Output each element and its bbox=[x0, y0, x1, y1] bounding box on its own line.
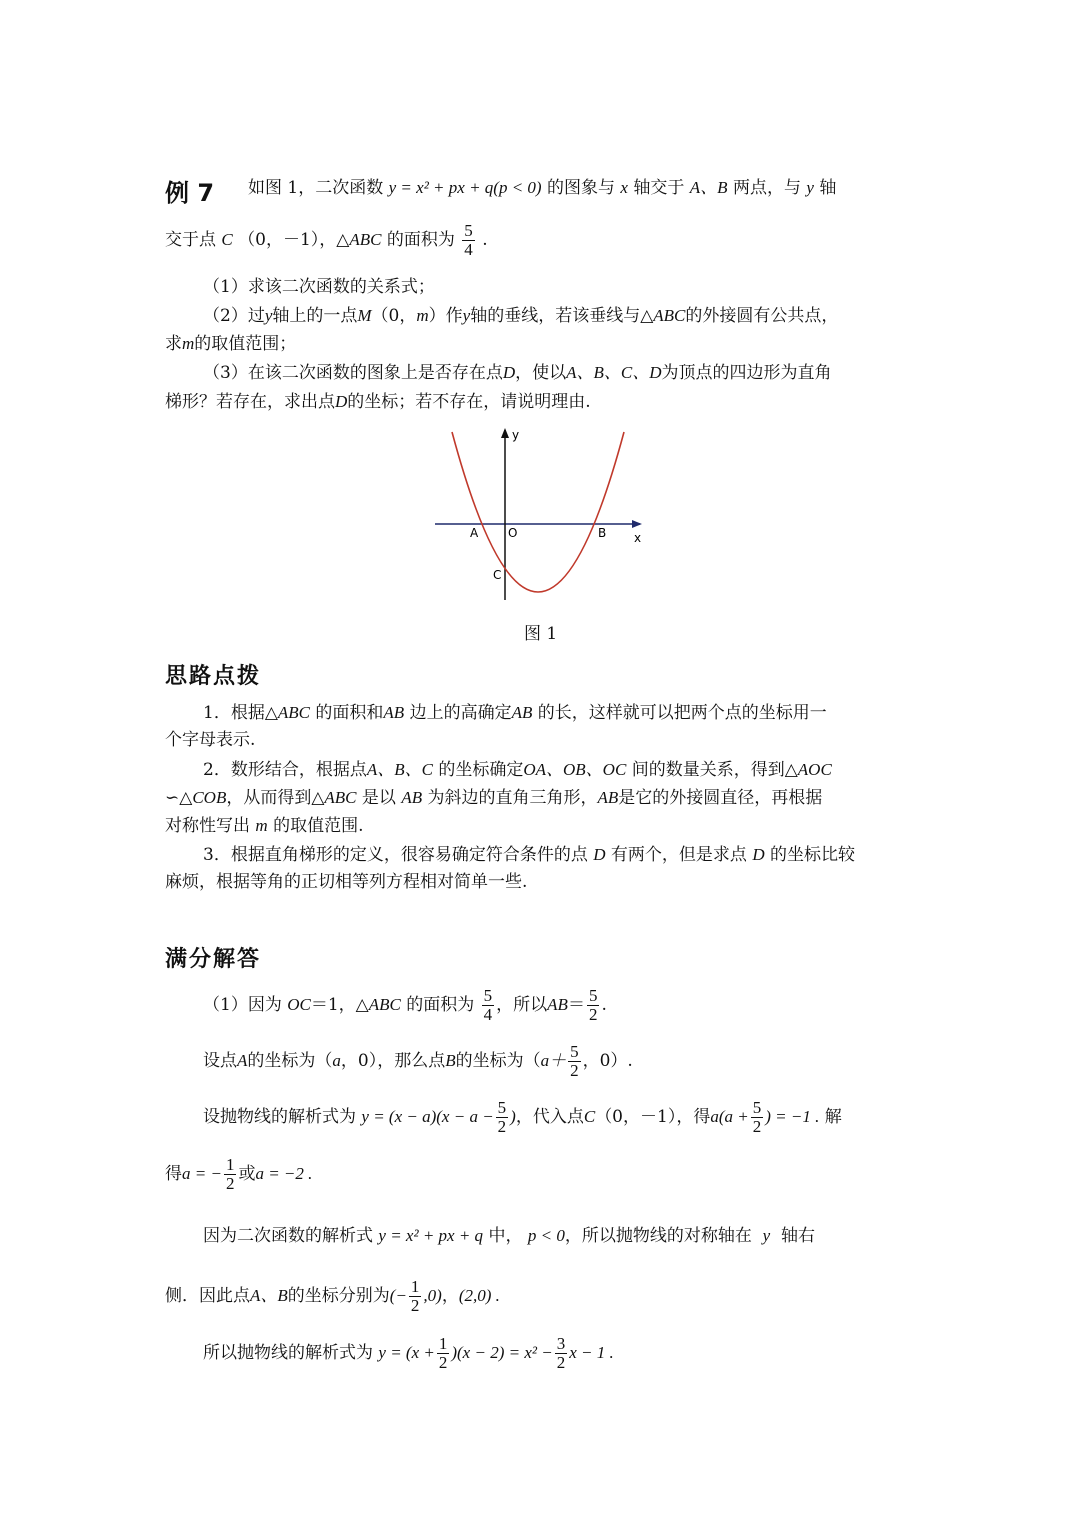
solution-line-7 bbox=[203, 1335, 614, 1372]
parabola-curve bbox=[452, 432, 624, 592]
text: 的坐标分别为 bbox=[287, 1285, 390, 1306]
math: m bbox=[255, 816, 268, 835]
fraction: $\frac{3}{2}$ bbox=[556, 1334, 566, 1372]
text: ，代入点 bbox=[515, 1106, 584, 1127]
math: AB bbox=[597, 788, 619, 807]
math: (2,0) . bbox=[458, 1285, 500, 1305]
label-B: B bbox=[598, 526, 607, 540]
label-x: x bbox=[634, 531, 642, 545]
math: COB bbox=[192, 788, 227, 807]
text: 是以 bbox=[361, 788, 396, 808]
text: 的坐标比较 bbox=[770, 845, 856, 865]
text: 间的数量关系，得到△ bbox=[631, 760, 798, 780]
text: （1）因为 bbox=[203, 994, 282, 1015]
text: . bbox=[601, 994, 607, 1015]
question-3-line-2 bbox=[165, 393, 591, 411]
text: 有两个，但是求点 bbox=[610, 845, 747, 865]
text: ， bbox=[441, 1285, 459, 1306]
math: ,0) bbox=[423, 1285, 442, 1305]
text: 的长，这样就可以把两个点的坐标用一 bbox=[537, 703, 827, 723]
text: ，0），那么点 bbox=[340, 1050, 446, 1071]
text: 的取值范围. bbox=[273, 816, 364, 836]
question-2-line-2 bbox=[165, 335, 296, 353]
fraction: $\frac{5}{2}$ bbox=[570, 1042, 579, 1080]
text: ∽△ bbox=[165, 788, 193, 808]
fraction: $\frac{5}{2}$ bbox=[497, 1098, 507, 1136]
text: 的面积为 bbox=[386, 229, 455, 250]
math: )(x − 2) = x² − bbox=[451, 1342, 553, 1362]
math: y bbox=[762, 1226, 771, 1245]
text: 的面积和 bbox=[315, 703, 384, 723]
text: 轴 bbox=[819, 178, 837, 198]
text: 解 bbox=[824, 1106, 842, 1127]
question-1: （1）求该二次函数的关系式； bbox=[203, 277, 435, 297]
math: D bbox=[593, 845, 606, 864]
text: 侧．因此点 bbox=[165, 1285, 250, 1306]
math: A、B bbox=[250, 1285, 288, 1305]
solution-line-2 bbox=[203, 1043, 633, 1080]
text: ，使以 bbox=[515, 363, 567, 383]
fraction: $\frac{5}{4}$ bbox=[464, 221, 473, 259]
text: 的坐标确定 bbox=[438, 760, 524, 780]
text: 或 bbox=[238, 1163, 256, 1184]
math: D bbox=[752, 845, 765, 864]
text: 轴交于 bbox=[633, 178, 685, 198]
text: ）作 bbox=[428, 306, 463, 326]
fraction: $\frac{1}{2}$ bbox=[225, 1155, 235, 1193]
text: 的坐标为（ bbox=[247, 1050, 333, 1071]
math: (− bbox=[389, 1285, 407, 1305]
problem-line-2 bbox=[165, 222, 488, 259]
math: A bbox=[237, 1050, 248, 1070]
text: 中， bbox=[488, 1226, 523, 1246]
text: ，从而得到△ bbox=[226, 788, 325, 808]
math: p < 0 bbox=[527, 1226, 565, 1245]
math: y bbox=[806, 178, 814, 197]
text: ，所以 bbox=[496, 994, 548, 1015]
math: a(a + bbox=[710, 1106, 749, 1126]
figure-caption: 图 1 bbox=[524, 624, 558, 644]
text: 轴上的一点 bbox=[272, 306, 358, 326]
solution-line-6 bbox=[165, 1278, 500, 1315]
hint-2 bbox=[203, 761, 832, 779]
math: a＋ bbox=[540, 1050, 567, 1070]
text: ，所以抛物线的对称轴在 bbox=[564, 1226, 752, 1246]
math: y = x² + px + q bbox=[378, 1226, 484, 1245]
math: y = x² + px + q bbox=[388, 178, 494, 197]
text: 梯形？若存在，求出点 bbox=[165, 392, 335, 412]
text: （0， bbox=[371, 306, 417, 326]
math: M bbox=[357, 306, 372, 325]
solution-heading: 满分解答 bbox=[165, 947, 262, 972]
fraction: $\frac{1}{2}$ bbox=[410, 1277, 420, 1315]
text: ＝1，△ bbox=[310, 994, 369, 1015]
text: 边上的高确定 bbox=[409, 703, 512, 723]
fraction: $\frac{5}{4}$ bbox=[483, 986, 493, 1024]
math: AOC bbox=[797, 760, 832, 779]
text: （0，－1），得 bbox=[595, 1106, 711, 1127]
text: 设抛物线的解析式为 bbox=[203, 1106, 356, 1127]
math: a = −2 . bbox=[255, 1163, 313, 1183]
math: D bbox=[335, 392, 348, 411]
text: 如图 1，二次函数 bbox=[248, 178, 384, 198]
math: B bbox=[445, 1050, 456, 1070]
math: AB bbox=[383, 703, 405, 722]
solution-line-3 bbox=[203, 1099, 842, 1136]
math: x bbox=[620, 178, 628, 197]
text: 设点 bbox=[203, 1050, 237, 1071]
math: y bbox=[264, 306, 273, 325]
parabola-figure bbox=[430, 422, 660, 607]
text: 轴右 bbox=[781, 1226, 816, 1246]
hint-1-line-2: 个字母表示. bbox=[165, 730, 256, 750]
text: 两点，与 bbox=[732, 178, 801, 198]
math: ) bbox=[510, 1106, 516, 1126]
question-3 bbox=[203, 364, 832, 382]
math: AB bbox=[401, 788, 423, 807]
math: ABC bbox=[349, 229, 382, 249]
hints-heading: 思路点拨 bbox=[165, 664, 262, 689]
text: 得 bbox=[165, 1163, 182, 1184]
fraction: $\frac{5}{2}$ bbox=[752, 1098, 762, 1136]
text: 3．根据直角梯形的定义，很容易确定符合条件的点 bbox=[203, 845, 588, 865]
label-A: A bbox=[470, 526, 479, 540]
math: OC bbox=[287, 994, 311, 1014]
math: A、B bbox=[689, 178, 728, 197]
text: （0，－1），△ bbox=[238, 229, 350, 250]
math: y bbox=[462, 306, 471, 325]
math: A、B、C、D bbox=[566, 363, 662, 382]
problem-line-1 bbox=[248, 179, 836, 197]
y-axis-arrow-icon bbox=[501, 428, 509, 438]
solution-line-1: （1）因为 OC＝1，△ABC 的面积为 $\frac{5}{4}$ ，所以AB＝ $\frac{5}{2}$ . bbox=[203, 986, 607, 1024]
math: m bbox=[182, 334, 195, 353]
solution-line-4 bbox=[165, 1156, 312, 1193]
text: 的坐标为（ bbox=[455, 1050, 541, 1071]
text: 轴的垂线，若该垂线与△ bbox=[470, 306, 654, 326]
math: AB bbox=[511, 703, 533, 722]
text: 求 bbox=[165, 334, 182, 354]
fraction: $\frac{5}{2}$ bbox=[588, 986, 598, 1024]
text: 的面积为 bbox=[406, 994, 475, 1015]
math: (p < 0) bbox=[493, 178, 542, 197]
text: ，0）. bbox=[582, 1050, 633, 1071]
label-y: y bbox=[512, 428, 520, 442]
hint-3 bbox=[203, 846, 855, 864]
text: 所以抛物线的解析式为 bbox=[203, 1342, 373, 1363]
math: C bbox=[583, 1106, 596, 1126]
math: ABC bbox=[653, 306, 686, 325]
math: y = (x + bbox=[378, 1342, 435, 1362]
math: AB bbox=[547, 994, 568, 1014]
label-O: O bbox=[508, 526, 518, 540]
hint-3-line-2: 麻烦，根据等角的正切相等列方程相对简单一些. bbox=[165, 872, 528, 892]
math: C bbox=[221, 229, 233, 249]
math: ABC bbox=[324, 788, 357, 807]
math: a = − bbox=[182, 1163, 222, 1183]
text: 的外接圆有公共点， bbox=[685, 306, 839, 326]
hint-1 bbox=[203, 704, 827, 722]
hint-2-line-2 bbox=[165, 789, 822, 807]
text: 交于点 bbox=[165, 229, 216, 250]
text: 对称性写出 bbox=[165, 816, 250, 836]
math: y = (x − a)(x − a − bbox=[361, 1106, 494, 1126]
text: . bbox=[482, 229, 488, 250]
math: a bbox=[332, 1050, 341, 1070]
text: 是它的外接圆直径，再根据 bbox=[618, 788, 823, 808]
hint-2-line-3 bbox=[165, 817, 364, 835]
text: 的取值范围； bbox=[194, 334, 297, 354]
math: OA、OB、OC bbox=[523, 760, 627, 779]
text: 1．根据△ bbox=[203, 703, 278, 723]
text: 的坐标；若不存在，请说明理由. bbox=[347, 392, 591, 412]
math: m bbox=[416, 306, 429, 325]
text: 为顶点的四边形为直角 bbox=[661, 363, 832, 383]
math: x − 1 . bbox=[569, 1342, 614, 1362]
example-label: 例 7 bbox=[165, 179, 215, 207]
math: ABC bbox=[277, 703, 310, 722]
text: 的图象与 bbox=[547, 178, 615, 198]
text: 2．数形结合，根据点 bbox=[203, 760, 367, 780]
text: （2）过 bbox=[203, 306, 265, 326]
math: ) = −1 . bbox=[765, 1106, 820, 1126]
x-axis-arrow-icon bbox=[632, 520, 642, 528]
math: ABC bbox=[368, 994, 401, 1014]
text: （3）在该二次函数的图象上是否存在点 bbox=[203, 363, 503, 383]
math: A、B、C bbox=[366, 760, 433, 779]
question-2 bbox=[203, 307, 838, 325]
text: 为斜边的直角三角形， bbox=[427, 788, 598, 808]
text: 因为二次函数的解析式 bbox=[203, 1226, 373, 1246]
math: D bbox=[502, 363, 516, 382]
solution-line-5 bbox=[203, 1227, 815, 1245]
fraction: $\frac{1}{2}$ bbox=[438, 1334, 448, 1372]
label-C: C bbox=[493, 568, 502, 582]
